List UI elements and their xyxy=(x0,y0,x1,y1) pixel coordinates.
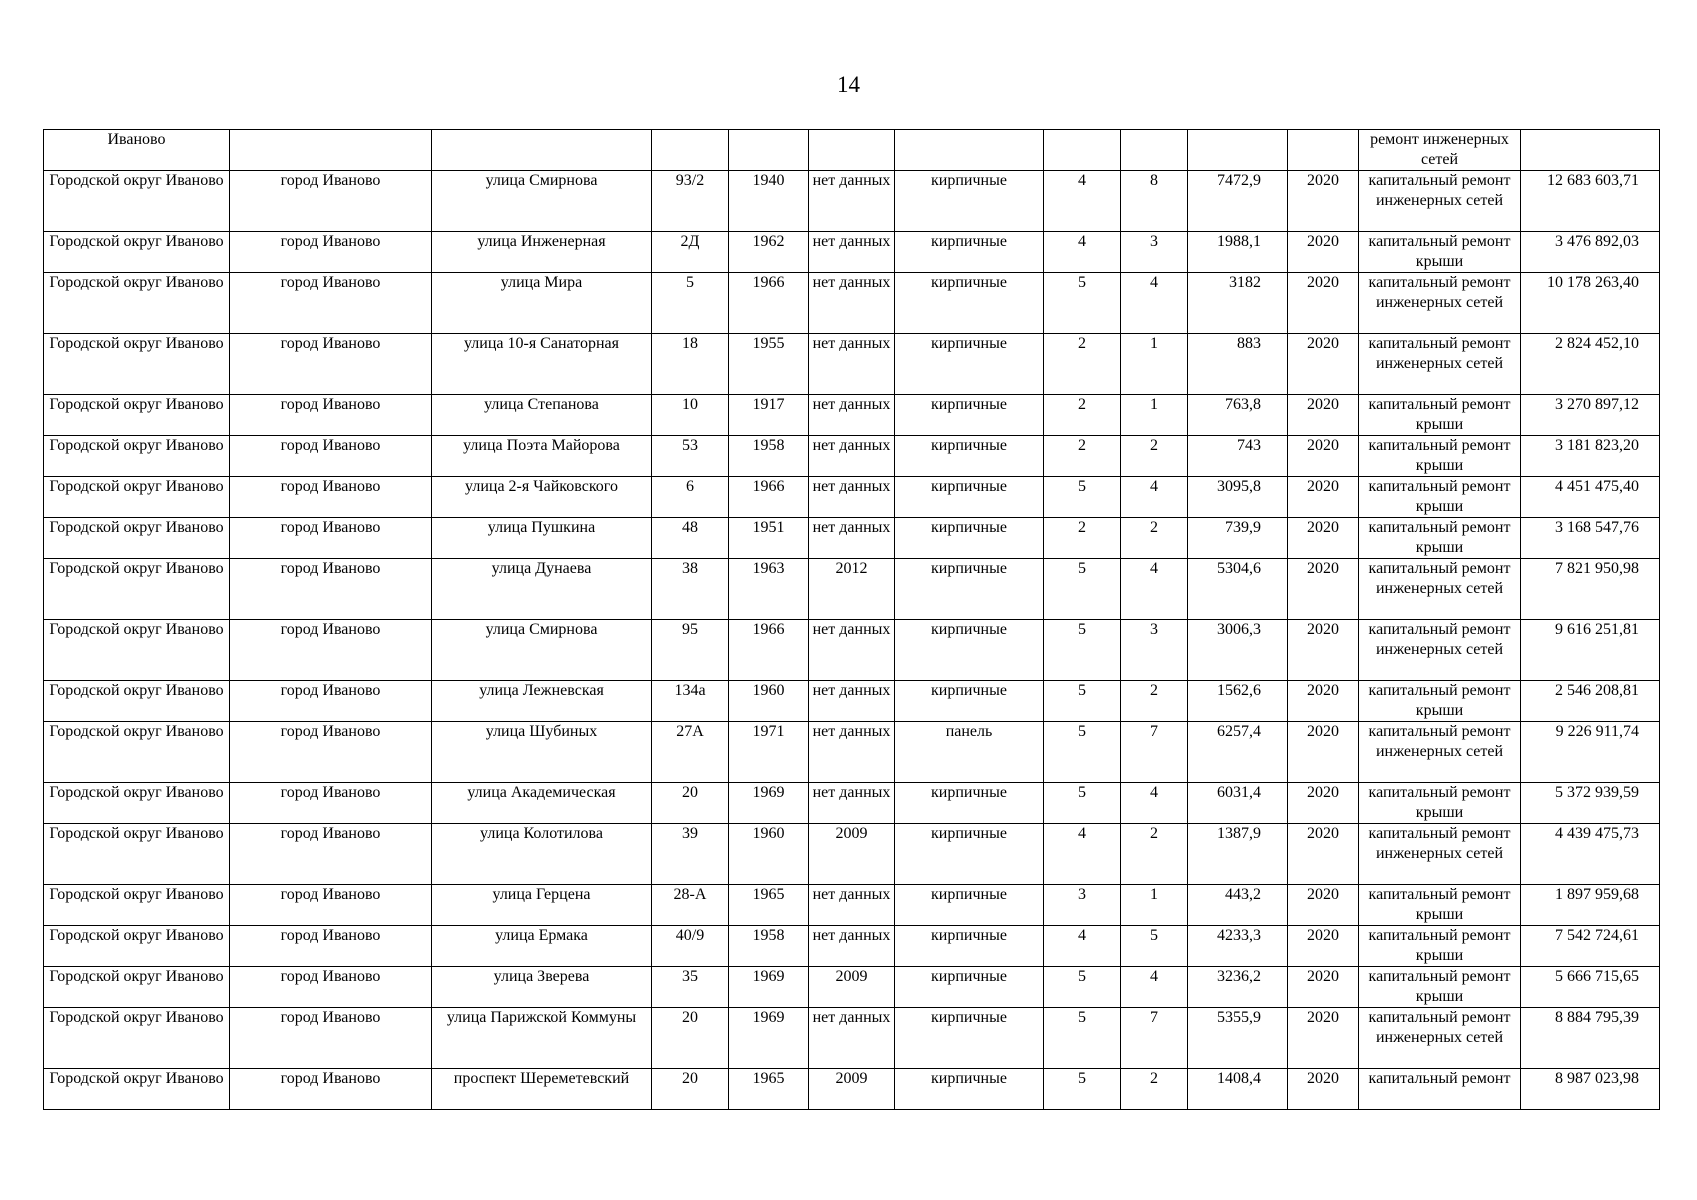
floors-cell: 5 xyxy=(1044,1008,1121,1069)
street-cell xyxy=(432,130,652,171)
work-type-cell: капитальный ремонт инженерных сетей xyxy=(1359,824,1521,885)
floors-cell: 5 xyxy=(1044,620,1121,681)
build-year-cell: 1969 xyxy=(729,1008,809,1069)
house-number-cell: 20 xyxy=(652,1008,729,1069)
area-cell: 5355,9 xyxy=(1188,1008,1288,1069)
municipality-cell: Городской округ Иваново xyxy=(44,824,230,885)
settlement-cell: город Иваново xyxy=(230,681,432,722)
table-row xyxy=(44,130,1660,171)
wall-material-cell: кирпичные xyxy=(895,620,1044,681)
last-repair-year-cell: нет данных xyxy=(809,783,895,824)
plan-year-cell: 2020 xyxy=(1288,783,1359,824)
municipality-cell: Городской округ Иваново xyxy=(44,1008,230,1069)
entrances-cell: 7 xyxy=(1121,1008,1188,1069)
wall-material-cell: кирпичные xyxy=(895,967,1044,1008)
area-cell: 739,9 xyxy=(1188,518,1288,559)
table-row xyxy=(44,885,1660,926)
street-cell: улица Пушкина xyxy=(432,518,652,559)
floors-cell: 3 xyxy=(1044,885,1121,926)
area-cell: 4233,3 xyxy=(1188,926,1288,967)
last-repair-year-cell: нет данных xyxy=(809,395,895,436)
entrances-cell: 7 xyxy=(1121,722,1188,783)
build-year-cell: 1962 xyxy=(729,232,809,273)
work-type-cell: капитальный ремонт крыши xyxy=(1359,395,1521,436)
house-number-cell: 10 xyxy=(652,395,729,436)
entrances-cell: 1 xyxy=(1121,395,1188,436)
work-type-cell: капитальный ремонт инженерных сетей xyxy=(1359,1008,1521,1069)
area-cell: 1408,4 xyxy=(1188,1069,1288,1110)
area-cell: 883 xyxy=(1188,334,1288,395)
plan-year-cell: 2020 xyxy=(1288,559,1359,620)
build-year-cell: 1965 xyxy=(729,885,809,926)
plan-year-cell: 2020 xyxy=(1288,436,1359,477)
cost-cell: 5 666 715,65 xyxy=(1521,967,1660,1008)
area-cell: 3236,2 xyxy=(1188,967,1288,1008)
floors-cell: 5 xyxy=(1044,967,1121,1008)
table-row xyxy=(44,559,1660,620)
area-cell: 1387,9 xyxy=(1188,824,1288,885)
area-cell: 6031,4 xyxy=(1188,783,1288,824)
wall-material-cell: кирпичные xyxy=(895,824,1044,885)
wall-material-cell: кирпичные xyxy=(895,926,1044,967)
municipality-cell: Городской округ Иваново xyxy=(44,1069,230,1110)
settlement-cell: город Иваново xyxy=(230,477,432,518)
table-row xyxy=(44,436,1660,477)
settlement-cell: город Иваново xyxy=(230,722,432,783)
entrances-cell: 3 xyxy=(1121,232,1188,273)
cost-cell: 2 546 208,81 xyxy=(1521,681,1660,722)
floors-cell: 5 xyxy=(1044,559,1121,620)
floors-cell: 5 xyxy=(1044,783,1121,824)
work-type-cell: капитальный ремонт инженерных сетей xyxy=(1359,722,1521,783)
last-repair-year-cell: нет данных xyxy=(809,885,895,926)
table-row xyxy=(44,967,1660,1008)
house-number-cell: 95 xyxy=(652,620,729,681)
settlement-cell: город Иваново xyxy=(230,518,432,559)
last-repair-year-cell: 2009 xyxy=(809,1069,895,1110)
wall-material-cell: кирпичные xyxy=(895,477,1044,518)
plan-year-cell: 2020 xyxy=(1288,824,1359,885)
table-row xyxy=(44,926,1660,967)
settlement-cell: город Иваново xyxy=(230,824,432,885)
street-cell: улица 10-я Санаторная xyxy=(432,334,652,395)
area-cell: 1562,6 xyxy=(1188,681,1288,722)
house-number-cell: 18 xyxy=(652,334,729,395)
build-year-cell: 1958 xyxy=(729,926,809,967)
settlement-cell: город Иваново xyxy=(230,885,432,926)
work-type-cell: капитальный ремонт крыши xyxy=(1359,232,1521,273)
last-repair-year-cell: нет данных xyxy=(809,436,895,477)
work-type-cell: капитальный ремонт инженерных сетей xyxy=(1359,273,1521,334)
last-repair-year-cell: 2009 xyxy=(809,824,895,885)
table-row xyxy=(44,395,1660,436)
build-year-cell: 1969 xyxy=(729,783,809,824)
floors-cell: 4 xyxy=(1044,171,1121,232)
wall-material-cell: кирпичные xyxy=(895,1069,1044,1110)
cost-cell: 3 270 897,12 xyxy=(1521,395,1660,436)
floors-cell: 5 xyxy=(1044,273,1121,334)
entrances-cell: 8 xyxy=(1121,171,1188,232)
cost-cell: 2 824 452,10 xyxy=(1521,334,1660,395)
plan-year-cell: 2020 xyxy=(1288,1069,1359,1110)
plan-year-cell: 2020 xyxy=(1288,722,1359,783)
build-year-cell: 1960 xyxy=(729,824,809,885)
floors-cell: 5 xyxy=(1044,1069,1121,1110)
cost-cell: 8 987 023,98 xyxy=(1521,1069,1660,1110)
area-cell: 3182 xyxy=(1188,273,1288,334)
table-row xyxy=(44,1008,1660,1069)
build-year-cell: 1958 xyxy=(729,436,809,477)
table-row xyxy=(44,334,1660,395)
build-year-cell xyxy=(729,130,809,171)
cost-cell: 9 226 911,74 xyxy=(1521,722,1660,783)
municipality-cell: Городской округ Иваново xyxy=(44,681,230,722)
street-cell: улица Смирнова xyxy=(432,171,652,232)
house-number-cell: 38 xyxy=(652,559,729,620)
municipality-cell: Городской округ Иваново xyxy=(44,518,230,559)
table-row xyxy=(44,824,1660,885)
table-body xyxy=(44,130,1660,1110)
street-cell: улица Смирнова xyxy=(432,620,652,681)
work-type-cell: капитальный ремонт крыши xyxy=(1359,926,1521,967)
work-type-cell: капитальный ремонт крыши xyxy=(1359,518,1521,559)
street-cell: улица 2-я Чайковского xyxy=(432,477,652,518)
municipality-cell: Городской округ Иваново xyxy=(44,559,230,620)
wall-material-cell: кирпичные xyxy=(895,334,1044,395)
floors-cell: 2 xyxy=(1044,436,1121,477)
last-repair-year-cell: нет данных xyxy=(809,334,895,395)
settlement-cell: город Иваново xyxy=(230,967,432,1008)
plan-year-cell: 2020 xyxy=(1288,334,1359,395)
entrances-cell: 1 xyxy=(1121,885,1188,926)
entrances-cell: 3 xyxy=(1121,620,1188,681)
house-number-cell: 28-А xyxy=(652,885,729,926)
entrances-cell: 4 xyxy=(1121,559,1188,620)
house-number-cell: 39 xyxy=(652,824,729,885)
build-year-cell: 1966 xyxy=(729,477,809,518)
municipality-cell: Городской округ Иваново xyxy=(44,232,230,273)
municipality-cell: Иваново xyxy=(44,130,230,171)
last-repair-year-cell: нет данных xyxy=(809,232,895,273)
area-cell xyxy=(1188,130,1288,171)
cost-cell: 5 372 939,59 xyxy=(1521,783,1660,824)
settlement-cell: город Иваново xyxy=(230,1008,432,1069)
entrances-cell: 2 xyxy=(1121,681,1188,722)
cost-cell: 4 451 475,40 xyxy=(1521,477,1660,518)
wall-material-cell: панель xyxy=(895,722,1044,783)
street-cell: улица Степанова xyxy=(432,395,652,436)
last-repair-year-cell: нет данных xyxy=(809,722,895,783)
settlement-cell: город Иваново xyxy=(230,232,432,273)
plan-year-cell: 2020 xyxy=(1288,885,1359,926)
build-year-cell: 1960 xyxy=(729,681,809,722)
build-year-cell: 1969 xyxy=(729,967,809,1008)
settlement-cell: город Иваново xyxy=(230,273,432,334)
last-repair-year-cell: нет данных xyxy=(809,477,895,518)
cost-cell: 4 439 475,73 xyxy=(1521,824,1660,885)
plan-year-cell xyxy=(1288,130,1359,171)
table-row xyxy=(44,620,1660,681)
last-repair-year-cell: нет данных xyxy=(809,273,895,334)
wall-material-cell: кирпичные xyxy=(895,518,1044,559)
entrances-cell: 5 xyxy=(1121,926,1188,967)
housing-repair-table xyxy=(43,129,1660,1110)
area-cell: 743 xyxy=(1188,436,1288,477)
build-year-cell: 1917 xyxy=(729,395,809,436)
plan-year-cell: 2020 xyxy=(1288,620,1359,681)
wall-material-cell: кирпичные xyxy=(895,171,1044,232)
table-row xyxy=(44,171,1660,232)
cost-cell: 3 168 547,76 xyxy=(1521,518,1660,559)
floors-cell: 4 xyxy=(1044,926,1121,967)
plan-year-cell: 2020 xyxy=(1288,1008,1359,1069)
table-row xyxy=(44,681,1660,722)
area-cell: 6257,4 xyxy=(1188,722,1288,783)
wall-material-cell: кирпичные xyxy=(895,395,1044,436)
plan-year-cell: 2020 xyxy=(1288,273,1359,334)
floors-cell: 5 xyxy=(1044,477,1121,518)
work-type-cell: капитальный ремонт крыши xyxy=(1359,436,1521,477)
street-cell: улица Шубиных xyxy=(432,722,652,783)
cost-cell: 9 616 251,81 xyxy=(1521,620,1660,681)
house-number-cell xyxy=(652,130,729,171)
street-cell: улица Зверева xyxy=(432,967,652,1008)
work-type-cell: капитальный ремонт крыши xyxy=(1359,477,1521,518)
work-type-cell: капитальный ремонт инженерных сетей xyxy=(1359,559,1521,620)
work-type-cell: капитальный ремонт крыши xyxy=(1359,885,1521,926)
house-number-cell: 2Д xyxy=(652,232,729,273)
wall-material-cell: кирпичные xyxy=(895,681,1044,722)
street-cell: улица Ермака xyxy=(432,926,652,967)
plan-year-cell: 2020 xyxy=(1288,681,1359,722)
municipality-cell: Городской округ Иваново xyxy=(44,926,230,967)
entrances-cell: 4 xyxy=(1121,967,1188,1008)
table-row xyxy=(44,273,1660,334)
table-row xyxy=(44,477,1660,518)
floors-cell: 2 xyxy=(1044,334,1121,395)
work-type-cell: капитальный ремонт крыши xyxy=(1359,783,1521,824)
settlement-cell: город Иваново xyxy=(230,1069,432,1110)
table-row xyxy=(44,232,1660,273)
plan-year-cell: 2020 xyxy=(1288,926,1359,967)
settlement-cell: город Иваново xyxy=(230,926,432,967)
last-repair-year-cell: нет данных xyxy=(809,620,895,681)
build-year-cell: 1955 xyxy=(729,334,809,395)
area-cell: 443,2 xyxy=(1188,885,1288,926)
entrances-cell: 2 xyxy=(1121,1069,1188,1110)
cost-cell: 3 476 892,03 xyxy=(1521,232,1660,273)
plan-year-cell: 2020 xyxy=(1288,232,1359,273)
entrances-cell: 1 xyxy=(1121,334,1188,395)
cost-cell: 3 181 823,20 xyxy=(1521,436,1660,477)
last-repair-year-cell: 2012 xyxy=(809,559,895,620)
build-year-cell: 1966 xyxy=(729,620,809,681)
settlement-cell: город Иваново xyxy=(230,395,432,436)
house-number-cell: 27А xyxy=(652,722,729,783)
house-number-cell: 35 xyxy=(652,967,729,1008)
street-cell: улица Колотилова xyxy=(432,824,652,885)
house-number-cell: 48 xyxy=(652,518,729,559)
settlement-cell: город Иваново xyxy=(230,171,432,232)
entrances-cell: 2 xyxy=(1121,824,1188,885)
plan-year-cell: 2020 xyxy=(1288,518,1359,559)
work-type-cell: капитальный ремонт инженерных сетей xyxy=(1359,334,1521,395)
municipality-cell: Городской округ Иваново xyxy=(44,334,230,395)
floors-cell: 4 xyxy=(1044,232,1121,273)
house-number-cell: 40/9 xyxy=(652,926,729,967)
area-cell: 7472,9 xyxy=(1188,171,1288,232)
floors-cell: 4 xyxy=(1044,824,1121,885)
wall-material-cell: кирпичные xyxy=(895,436,1044,477)
plan-year-cell: 2020 xyxy=(1288,395,1359,436)
house-number-cell: 20 xyxy=(652,783,729,824)
municipality-cell: Городской округ Иваново xyxy=(44,620,230,681)
last-repair-year-cell: нет данных xyxy=(809,518,895,559)
street-cell: улица Лежневская xyxy=(432,681,652,722)
floors-cell: 5 xyxy=(1044,722,1121,783)
build-year-cell: 1971 xyxy=(729,722,809,783)
work-type-cell: капитальный ремонт xyxy=(1359,1069,1521,1110)
municipality-cell: Городской округ Иваново xyxy=(44,436,230,477)
wall-material-cell: кирпичные xyxy=(895,559,1044,620)
street-cell: улица Инженерная xyxy=(432,232,652,273)
cost-cell: 8 884 795,39 xyxy=(1521,1008,1660,1069)
settlement-cell xyxy=(230,130,432,171)
street-cell: улица Мира xyxy=(432,273,652,334)
wall-material-cell: кирпичные xyxy=(895,783,1044,824)
settlement-cell: город Иваново xyxy=(230,334,432,395)
entrances-cell: 2 xyxy=(1121,436,1188,477)
entrances-cell xyxy=(1121,130,1188,171)
street-cell: улица Дунаева xyxy=(432,559,652,620)
area-cell: 1988,1 xyxy=(1188,232,1288,273)
cost-cell: 7 821 950,98 xyxy=(1521,559,1660,620)
municipality-cell: Городской округ Иваново xyxy=(44,722,230,783)
municipality-cell: Городской округ Иваново xyxy=(44,885,230,926)
cost-cell: 12 683 603,71 xyxy=(1521,171,1660,232)
last-repair-year-cell: нет данных xyxy=(809,1008,895,1069)
plan-year-cell: 2020 xyxy=(1288,967,1359,1008)
area-cell: 5304,6 xyxy=(1188,559,1288,620)
municipality-cell: Городской округ Иваново xyxy=(44,171,230,232)
last-repair-year-cell: нет данных xyxy=(809,171,895,232)
build-year-cell: 1965 xyxy=(729,1069,809,1110)
last-repair-year-cell: нет данных xyxy=(809,681,895,722)
page-number: 14 xyxy=(837,72,860,97)
table-row xyxy=(44,518,1660,559)
settlement-cell: город Иваново xyxy=(230,436,432,477)
cost-cell xyxy=(1521,130,1660,171)
wall-material-cell: кирпичные xyxy=(895,1008,1044,1069)
entrances-cell: 4 xyxy=(1121,273,1188,334)
municipality-cell: Городской округ Иваново xyxy=(44,783,230,824)
municipality-cell: Городской округ Иваново xyxy=(44,477,230,518)
build-year-cell: 1963 xyxy=(729,559,809,620)
work-type-cell: капитальный ремонт крыши xyxy=(1359,681,1521,722)
build-year-cell: 1940 xyxy=(729,171,809,232)
floors-cell: 2 xyxy=(1044,518,1121,559)
municipality-cell: Городской округ Иваново xyxy=(44,273,230,334)
wall-material-cell: кирпичные xyxy=(895,273,1044,334)
area-cell: 3006,3 xyxy=(1188,620,1288,681)
build-year-cell: 1966 xyxy=(729,273,809,334)
last-repair-year-cell: нет данных xyxy=(809,926,895,967)
table-row xyxy=(44,783,1660,824)
settlement-cell: город Иваново xyxy=(230,620,432,681)
street-cell: улица Академическая xyxy=(432,783,652,824)
entrances-cell: 4 xyxy=(1121,477,1188,518)
house-number-cell: 134а xyxy=(652,681,729,722)
entrances-cell: 4 xyxy=(1121,783,1188,824)
entrances-cell: 2 xyxy=(1121,518,1188,559)
last-repair-year-cell xyxy=(809,130,895,171)
house-number-cell: 5 xyxy=(652,273,729,334)
work-type-cell: капитальный ремонт инженерных сетей xyxy=(1359,620,1521,681)
cost-cell: 10 178 263,40 xyxy=(1521,273,1660,334)
street-cell: улица Парижской Коммуны xyxy=(432,1008,652,1069)
street-cell: улица Герцена xyxy=(432,885,652,926)
wall-material-cell: кирпичные xyxy=(895,232,1044,273)
cost-cell: 7 542 724,61 xyxy=(1521,926,1660,967)
area-cell: 3095,8 xyxy=(1188,477,1288,518)
plan-year-cell: 2020 xyxy=(1288,171,1359,232)
build-year-cell: 1951 xyxy=(729,518,809,559)
cost-cell: 1 897 959,68 xyxy=(1521,885,1660,926)
work-type-cell: капитальный ремонт крыши xyxy=(1359,967,1521,1008)
table-row xyxy=(44,1069,1660,1110)
floors-cell: 5 xyxy=(1044,681,1121,722)
work-type-cell: ремонт инженерных сетей xyxy=(1359,130,1521,171)
plan-year-cell: 2020 xyxy=(1288,477,1359,518)
street-cell: улица Поэта Майорова xyxy=(432,436,652,477)
settlement-cell: город Иваново xyxy=(230,559,432,620)
work-type-cell: капитальный ремонт инженерных сетей xyxy=(1359,171,1521,232)
floors-cell: 2 xyxy=(1044,395,1121,436)
house-number-cell: 53 xyxy=(652,436,729,477)
house-number-cell: 20 xyxy=(652,1069,729,1110)
area-cell: 763,8 xyxy=(1188,395,1288,436)
house-number-cell: 93/2 xyxy=(652,171,729,232)
last-repair-year-cell: 2009 xyxy=(809,967,895,1008)
house-number-cell: 6 xyxy=(652,477,729,518)
municipality-cell: Городской округ Иваново xyxy=(44,395,230,436)
table-row xyxy=(44,722,1660,783)
street-cell: проспект Шереметевский xyxy=(432,1069,652,1110)
wall-material-cell xyxy=(895,130,1044,171)
floors-cell xyxy=(1044,130,1121,171)
wall-material-cell: кирпичные xyxy=(895,885,1044,926)
settlement-cell: город Иваново xyxy=(230,783,432,824)
municipality-cell: Городской округ Иваново xyxy=(44,967,230,1008)
